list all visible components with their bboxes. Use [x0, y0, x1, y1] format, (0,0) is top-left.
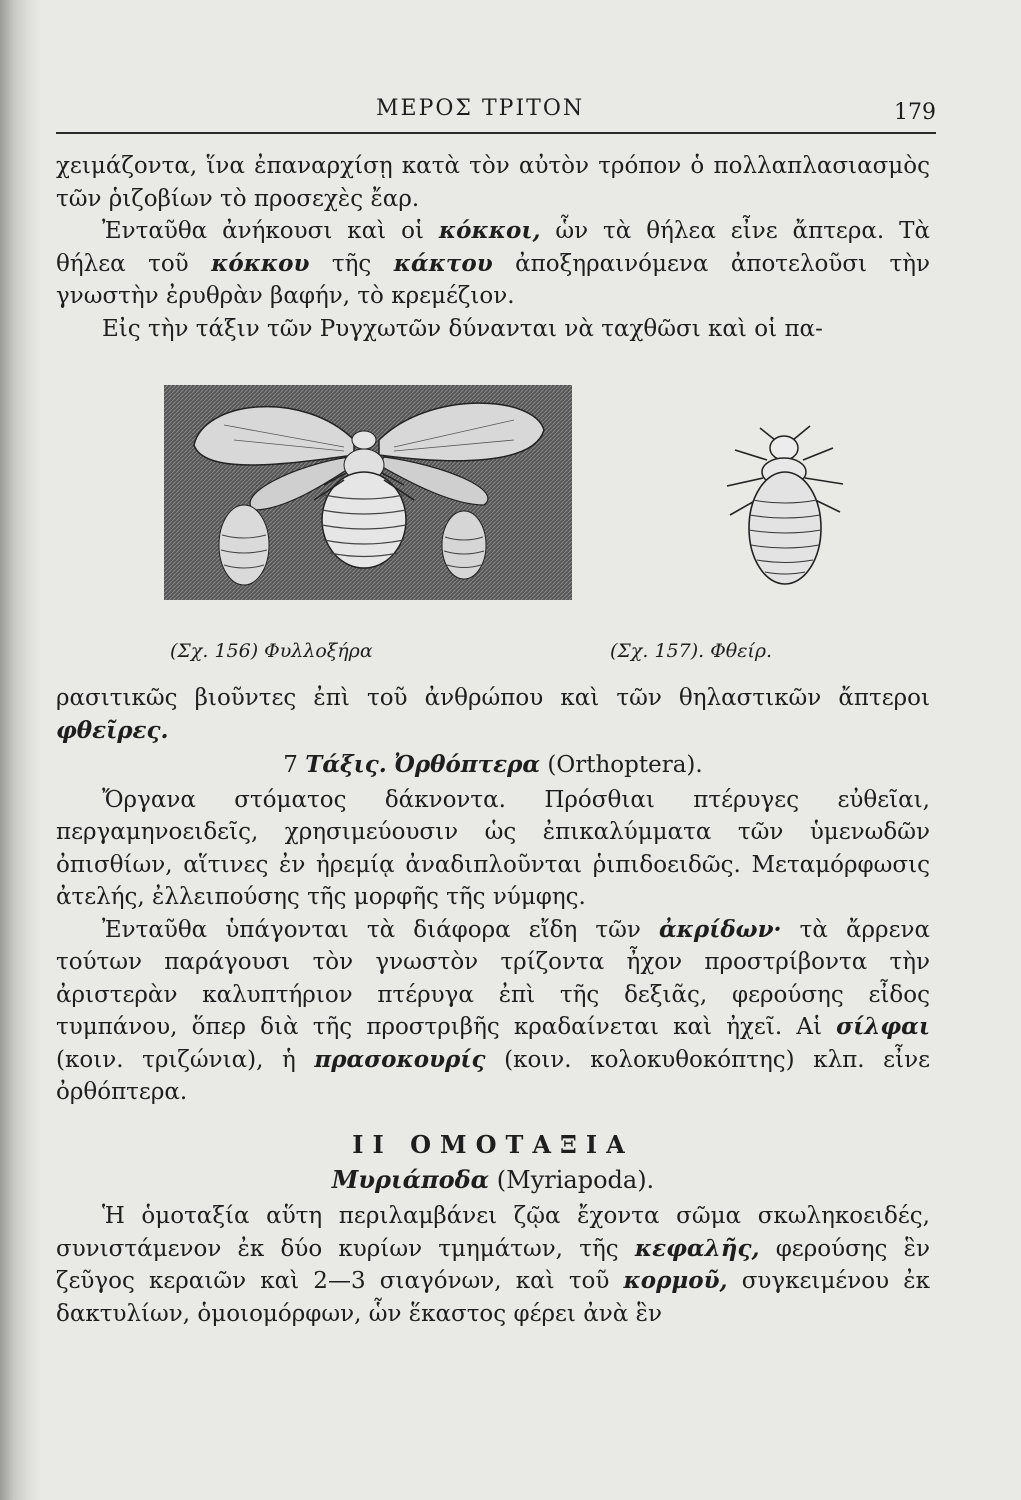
text-span: τῆς — [309, 250, 394, 277]
text-span: ἀποξηραινόμενα ἀποτελοῦσι τὴν γνωστὴν ἐρυθρὰν βαφήν, τὸ κρεμέζιον. — [56, 250, 931, 309]
order-name: Ὀρθόπτερα — [394, 751, 541, 778]
emphasis-akridon: ἀκρίδων· — [658, 915, 782, 943]
class-name: Μυριάποδα — [331, 1165, 490, 1194]
class-title — [56, 1165, 930, 1194]
paragraph-1: χειμάζοντα, ἵνα ἐπαναρχίσῃ κατὰ τὸν αὐτὸν τρόπον ὁ πολλαπλασιασμὸς τῶν ῥιζοβίων τὸ προσεχὲς ἔαρ. — [56, 153, 930, 212]
emphasis-kefalis: κεφαλῆς, — [634, 1234, 760, 1262]
class-latin: (Myriapoda). — [496, 1166, 655, 1194]
text-span: Ἡ ὁμοταξία αὕτη περιλαμβάνει ζῷα ἔχοντα σῶμα σκωληκοειδές, συνιστάμενον ἐκ δύο κυρίων τμημάτων, τῆς — [56, 1203, 930, 1262]
order-heading — [56, 749, 930, 782]
text-block-top — [56, 150, 930, 345]
text-span: Ἐνταῦθα ἀνήκουσι καὶ οἱ — [102, 218, 439, 244]
emphasis-kokkou: κόκκου — [211, 249, 310, 277]
running-title: ΜΕΡΟΣ ΤΡΙΤΟΝ — [376, 96, 585, 121]
emphasis-silfai: σίλφαι — [836, 1013, 930, 1040]
emphasis-kormou: κορμοῦ, — [623, 1267, 728, 1294]
paragraph-4 — [56, 682, 930, 747]
louse-illustration — [705, 420, 865, 590]
phylloxera-illustration — [164, 385, 572, 600]
emphasis-kaktou: κάκτου — [393, 249, 493, 277]
order-number: 7 — [283, 752, 298, 778]
book-page — [40, 0, 1021, 1500]
text-span: τὰ ἄρρενα τούτων παράγουσι τὸν γνωστὸν τρίζοντα ἦχον προστρίβοντα τὴν ἀριστερὰν καλυπτήριον πτέρυγα ἐπὶ τῆς δεξιᾶς, φερούσης εἶδος τυμπάνου, ὅπερ διὰ τῆς προστριβῆς κραδαίνεται καὶ ἠχεῖ. Αἱ — [56, 916, 930, 1040]
text-span: (κοιν. τριζώνια), ἡ — [56, 1046, 315, 1073]
paragraph-2 — [56, 215, 930, 313]
paragraph-6 — [56, 914, 930, 1109]
phylloxera-engraving — [164, 385, 572, 600]
page-number: 179 — [894, 100, 936, 125]
figure-157-caption: (Σχ. 157). Φθείρ. — [610, 640, 773, 662]
figure-156-caption: (Σχ. 156) Φυλλοξήρα — [170, 640, 373, 662]
text-block-middle — [56, 682, 930, 1109]
text-span: συγκειμένου ἐκ δακτυλίων, ὁμοιομόρφων, ὧν ἕκαστος φέρει ἀνὰ ἓν — [56, 1268, 930, 1327]
paragraph-3: Εἰς τὴν τάξιν τῶν Ρυγχωτῶν δύνανται νὰ ταχθῶσι καὶ οἱ πα- — [102, 315, 823, 342]
text-span: (κοιν. κολοκυθοκόπτης) κλπ. εἶνε ὀρθόπτερα. — [56, 1046, 930, 1105]
order-word: Τάξις. — [305, 751, 387, 778]
text-span: Ἐνταῦθα ὑπάγονται τὰ διάφορα εἴδη τῶν — [102, 916, 659, 943]
book-binding-shadow — [0, 0, 40, 1500]
text-span: ὧν τὰ θήλεα εἶνε ἄπτερα. Τὰ θήλεα τοῦ — [56, 218, 931, 277]
page-header — [56, 92, 936, 134]
text-span: φερούσης ἓν ζεῦγος κεραιῶν καὶ 2—3 σιαγόνων, καὶ τοῦ — [56, 1235, 931, 1294]
emphasis-prasokouris: πρασοκουρίς — [314, 1045, 486, 1073]
emphasis-kokkoi: κόκκοι, — [438, 217, 541, 244]
text-block-bottom — [56, 1200, 930, 1330]
paragraph-7 — [56, 1200, 930, 1330]
louse-drawing — [705, 420, 865, 590]
paragraph-5: Ὄργανα στόματος δάκνοντα. Πρόσθιαι πτέρυγες εὐθεῖαι, περγαμηνοειδεῖς, χρησιμεύουσιν ὡς ἐπικαλύμματα τῶν ὑμενωδῶν ὀπισθίων, αἵτινες ἐν ἠρεμίᾳ ἀναδιπλοῦνται ῥιπιδοειδῶς. Μεταμόρφωσις ἀτελής, ἐλλειπούσης τῆς μορφῆς τῆς νύμφης. — [56, 786, 930, 910]
text-span: ρασιτικῶς βιοῦντες ἐπὶ τοῦ ἀνθρώπου καὶ τῶν θηλαστικῶν ἄπτεροι — [56, 685, 930, 711]
emphasis-ftheires: φθεῖρες. — [56, 716, 169, 744]
class-heading: ΙΙ ΟΜΟΤΑΞΙΑ — [352, 1130, 634, 1159]
order-latin: (Orthoptera). — [547, 752, 703, 778]
